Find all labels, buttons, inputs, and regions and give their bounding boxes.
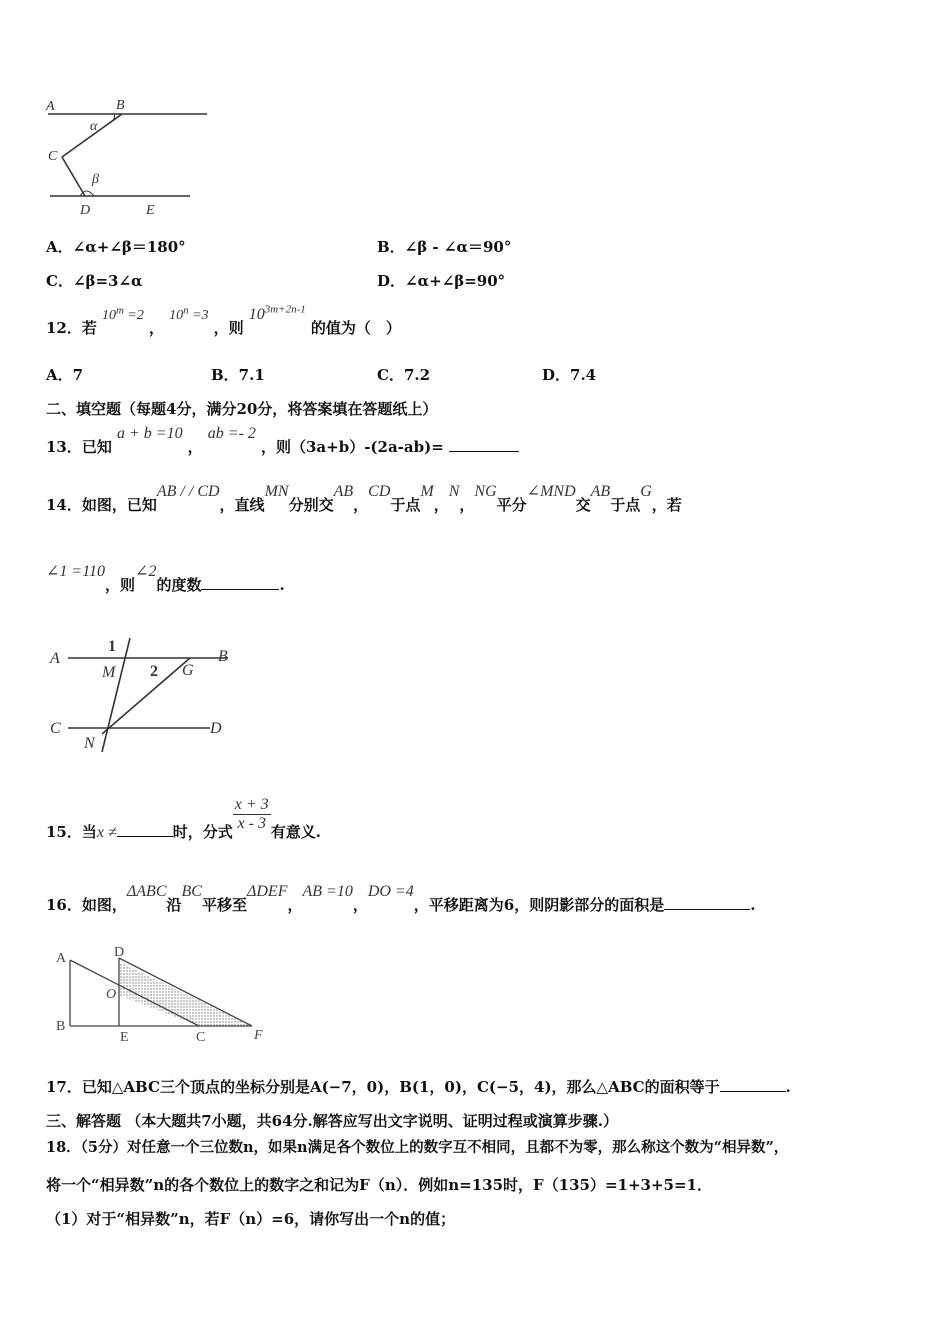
- section-2-heading: 二、填空题（每题4分，满分20分，将答案填在答题纸上）: [46, 400, 438, 418]
- fig-label-two: 2: [150, 663, 158, 680]
- q11-option-b[interactable]: B．∠β - ∠α＝90°: [377, 238, 512, 256]
- q12-cond1: 10$^m$ =2: [101, 304, 144, 323]
- q15-fraction: $\frac{x + 3}{x - 3}$: [234, 796, 269, 832]
- q11-figure: [40, 95, 215, 220]
- q15-stem: 15．当x ≠ 时，分式 $\frac{x + 3}{x - 3}$ 有意义.: [46, 796, 321, 841]
- fig-label-alpha: α: [90, 119, 98, 134]
- q16-answer-blank[interactable]: [664, 895, 750, 910]
- fig-label-a: A: [56, 951, 67, 966]
- q12-target: $10^{3m+2n-1}$: [248, 303, 306, 323]
- fig-label-b: B: [116, 98, 125, 113]
- q18-line2: 将一个“相异数”n的各个数位上的数字之和记为F（n）．例如n=135时，F（135）=1+3+5=1．: [46, 1176, 712, 1194]
- fig-label-c: C: [48, 149, 58, 164]
- fig-label-m: M: [102, 664, 116, 681]
- fig-label-d: D: [80, 203, 91, 218]
- fig-label-d: D: [210, 720, 222, 737]
- fig-label-n: N: [84, 735, 95, 752]
- fig-label-c: C: [196, 1030, 206, 1045]
- q18-sub1: （1）对于“相异数”n，若F（n）=6，请你写出一个n的值；: [46, 1210, 456, 1228]
- q14-figure: [40, 630, 240, 760]
- q17-answer-blank[interactable]: [720, 1077, 786, 1092]
- q11-option-c[interactable]: C．∠β=3∠α: [46, 272, 143, 290]
- fig-label-beta: β: [92, 172, 99, 187]
- q18-line1: 18．（5分）对任意一个三位数n，如果n满足各个数位上的数字互不相同，且都不为零，那么称这个数为“相异数”，: [46, 1139, 789, 1156]
- q13-answer-blank[interactable]: [449, 437, 519, 452]
- fig-label-b: B: [56, 1019, 66, 1034]
- fig-label-c: C: [50, 720, 61, 737]
- fig-label-d: D: [114, 945, 125, 960]
- q12-option-d[interactable]: D．7.4: [542, 366, 597, 384]
- q16-stem: 16．如图，ΔABC沿BC平移至ΔDEF，AB =10，DO =4，平移距离为6，则阴影部分的面积是 .: [46, 883, 756, 914]
- fig-label-a: A: [46, 99, 55, 114]
- q12-option-b[interactable]: B．7.1: [211, 366, 265, 384]
- fig-label-g: G: [182, 662, 194, 679]
- fig-label-a: A: [50, 650, 60, 667]
- q11-option-d[interactable]: D．∠α+∠β=90°: [377, 272, 506, 290]
- section-3-heading: 三、解答题 （本大题共7小题，共64分.解答应写出文字说明、证明过程或演算步骤.）: [46, 1112, 618, 1130]
- fig-label-e: E: [120, 1030, 129, 1045]
- q16-figure: [48, 940, 273, 1050]
- fig-label-one: 1: [108, 638, 116, 655]
- q14-answer-blank[interactable]: [201, 575, 279, 590]
- fig-label-b: B: [218, 648, 228, 665]
- q14-stem-line2: ∠1 =110，则∠2的度数 .: [46, 563, 285, 594]
- q12-option-a[interactable]: A．7: [46, 366, 84, 384]
- q15-answer-blank[interactable]: [117, 822, 173, 837]
- q12-stem: 12．若 10$^m$ =2 ， 10$^n$ =3 ，则 $10^{3m+2n-1}$ 的值为（ ）: [46, 303, 401, 337]
- q13-stem: 13．已知 a + b =10 ， ab =- 2 ，则（3a+b）-(2a-ab)=: [46, 422, 519, 443]
- q12-number: 12．若: [46, 319, 97, 337]
- q12-option-c[interactable]: C．7.2: [377, 366, 431, 384]
- q11-option-a[interactable]: A．∠α+∠β＝180°: [46, 238, 186, 256]
- fig-label-e: E: [146, 203, 155, 218]
- fig-label-o: O: [106, 987, 117, 1002]
- q17-stem: 17．已知△ABC三个顶点的坐标分别是A(−7，0)，B(1，0)，C(−5，4)，那么△ABC的面积等于 .: [46, 1078, 791, 1096]
- q14-stem-line1: 14．如图，已知AB / / CD，直线MN分别交AB，CD于点M，N，NG平分∠MND交AB于点G，若: [46, 483, 682, 514]
- q12-cond2: 10$^n$ =3: [169, 304, 209, 323]
- fig-label-f: F: [254, 1028, 263, 1043]
